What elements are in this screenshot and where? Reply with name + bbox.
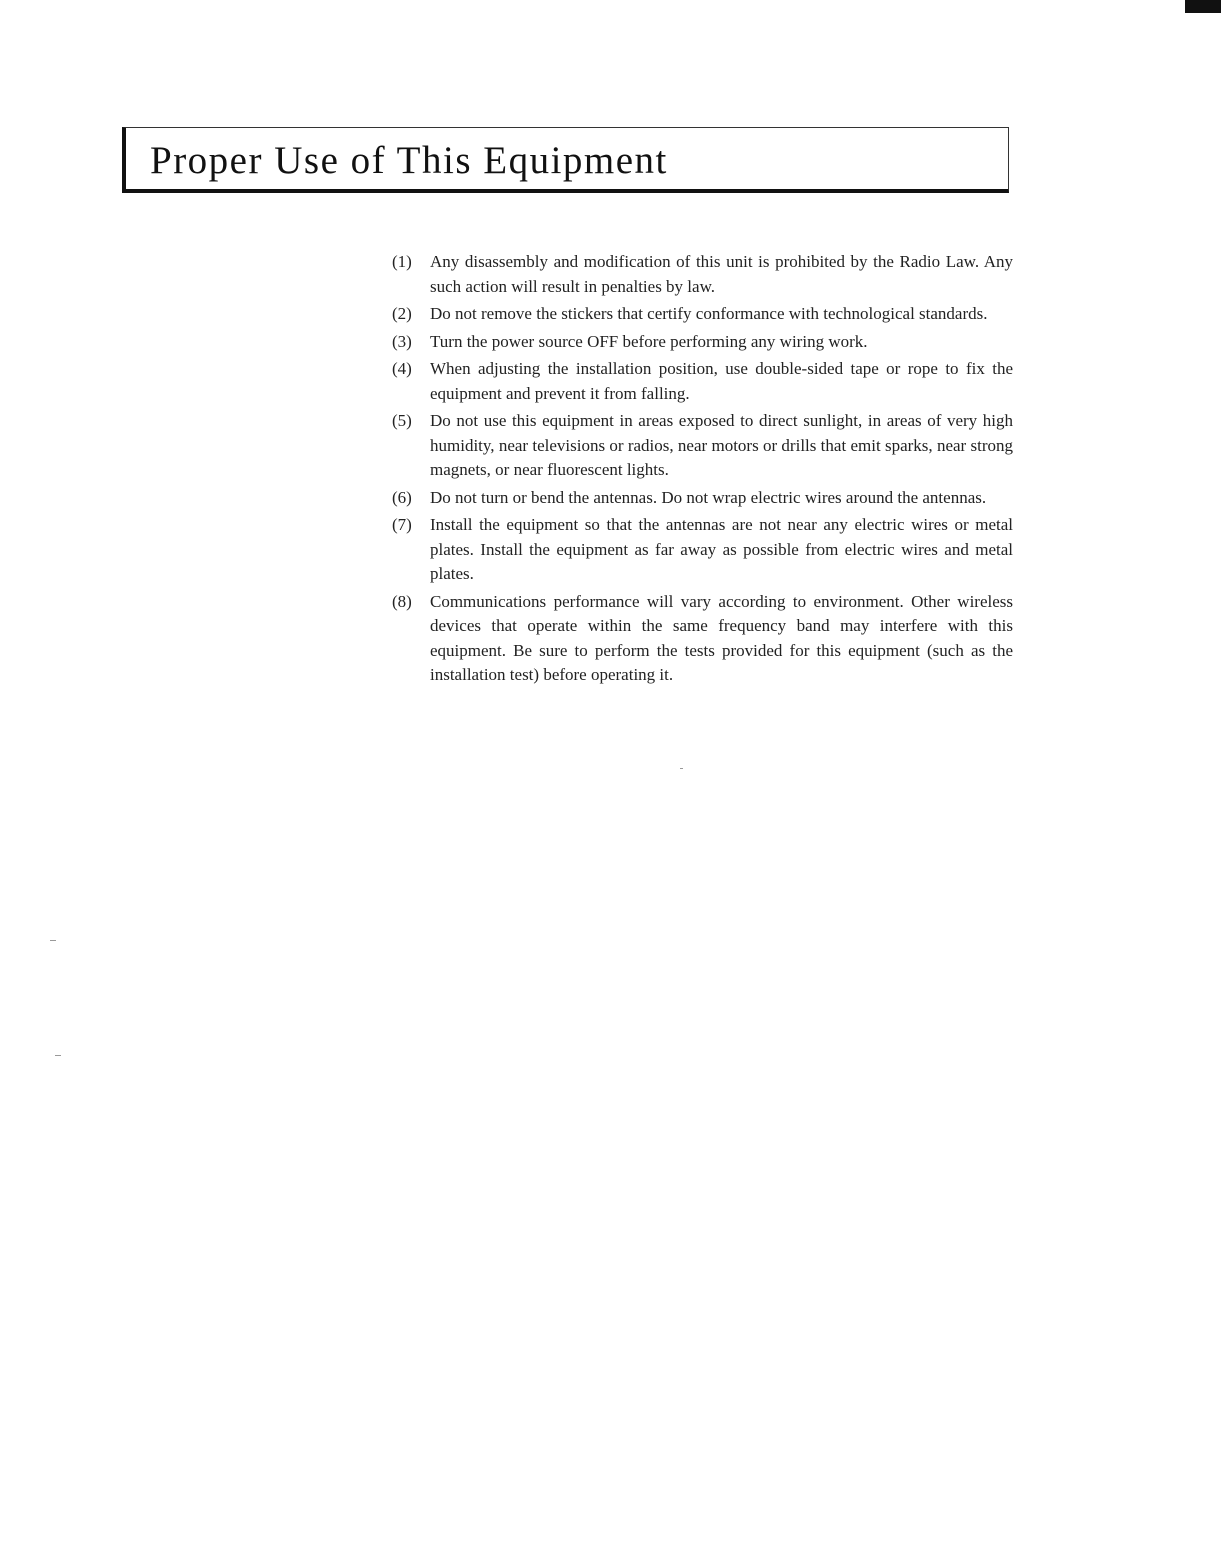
item-text: When adjusting the installation position, use double-sided tape or rope to fix the equipment and prevent it from falling. (430, 359, 1013, 403)
item-number: (4) (392, 359, 412, 378)
item-number: (6) (392, 487, 412, 507)
item-text: Do not turn or bend the antennas. Do not wrap electric wires around the antennas. (430, 487, 987, 507)
item-number: (2) (392, 304, 412, 323)
scan-speck (680, 768, 683, 769)
item-text: Do not remove the stickers that certify conformance with technological standards. (430, 304, 988, 323)
section-title: Proper Use of This Equipment (150, 139, 668, 182)
list-item (390, 357, 1013, 406)
item-number: (3) (392, 331, 412, 351)
scan-speck (55, 1055, 61, 1056)
list-item (390, 302, 1013, 327)
scan-speck (50, 940, 56, 941)
list-item (390, 330, 1013, 355)
list-item (390, 513, 1013, 587)
section-title-box (122, 127, 1009, 193)
item-text: Install the equipment so that the antennas are not near any electric wires or metal plates. Install the equipment as far away as possible from electric wires and metal plates. (430, 515, 1013, 583)
item-text: Communications performance will vary according to environment. Other wireless devices that operate within the same frequency band may interfere with this equipment. Be sure to perform the tests provided for this equipment (such as the installation test) before operating it. (430, 591, 1013, 684)
precautions-list (390, 250, 1013, 691)
item-text: Turn the power source OFF before performing any wiring work. (430, 331, 868, 351)
item-number: (7) (392, 515, 412, 534)
list-item (390, 409, 1013, 483)
page-corner-tab (1185, 0, 1221, 13)
list-item (390, 250, 1013, 299)
list-item (390, 590, 1013, 688)
item-text: Do not use this equipment in areas exposed to direct sunlight, in areas of very high humidity, near televisions or radios, near motors or drills that emit sparks, near strong magnets, or near fluorescent lights. (430, 411, 1013, 479)
item-number: (1) (392, 252, 412, 271)
list-item (390, 486, 1013, 511)
item-text: Any disassembly and modification of this unit is prohibited by the Radio Law. Any such action will result in penalties by law. (430, 252, 1013, 296)
item-number: (8) (392, 591, 412, 611)
item-number: (5) (392, 411, 412, 430)
